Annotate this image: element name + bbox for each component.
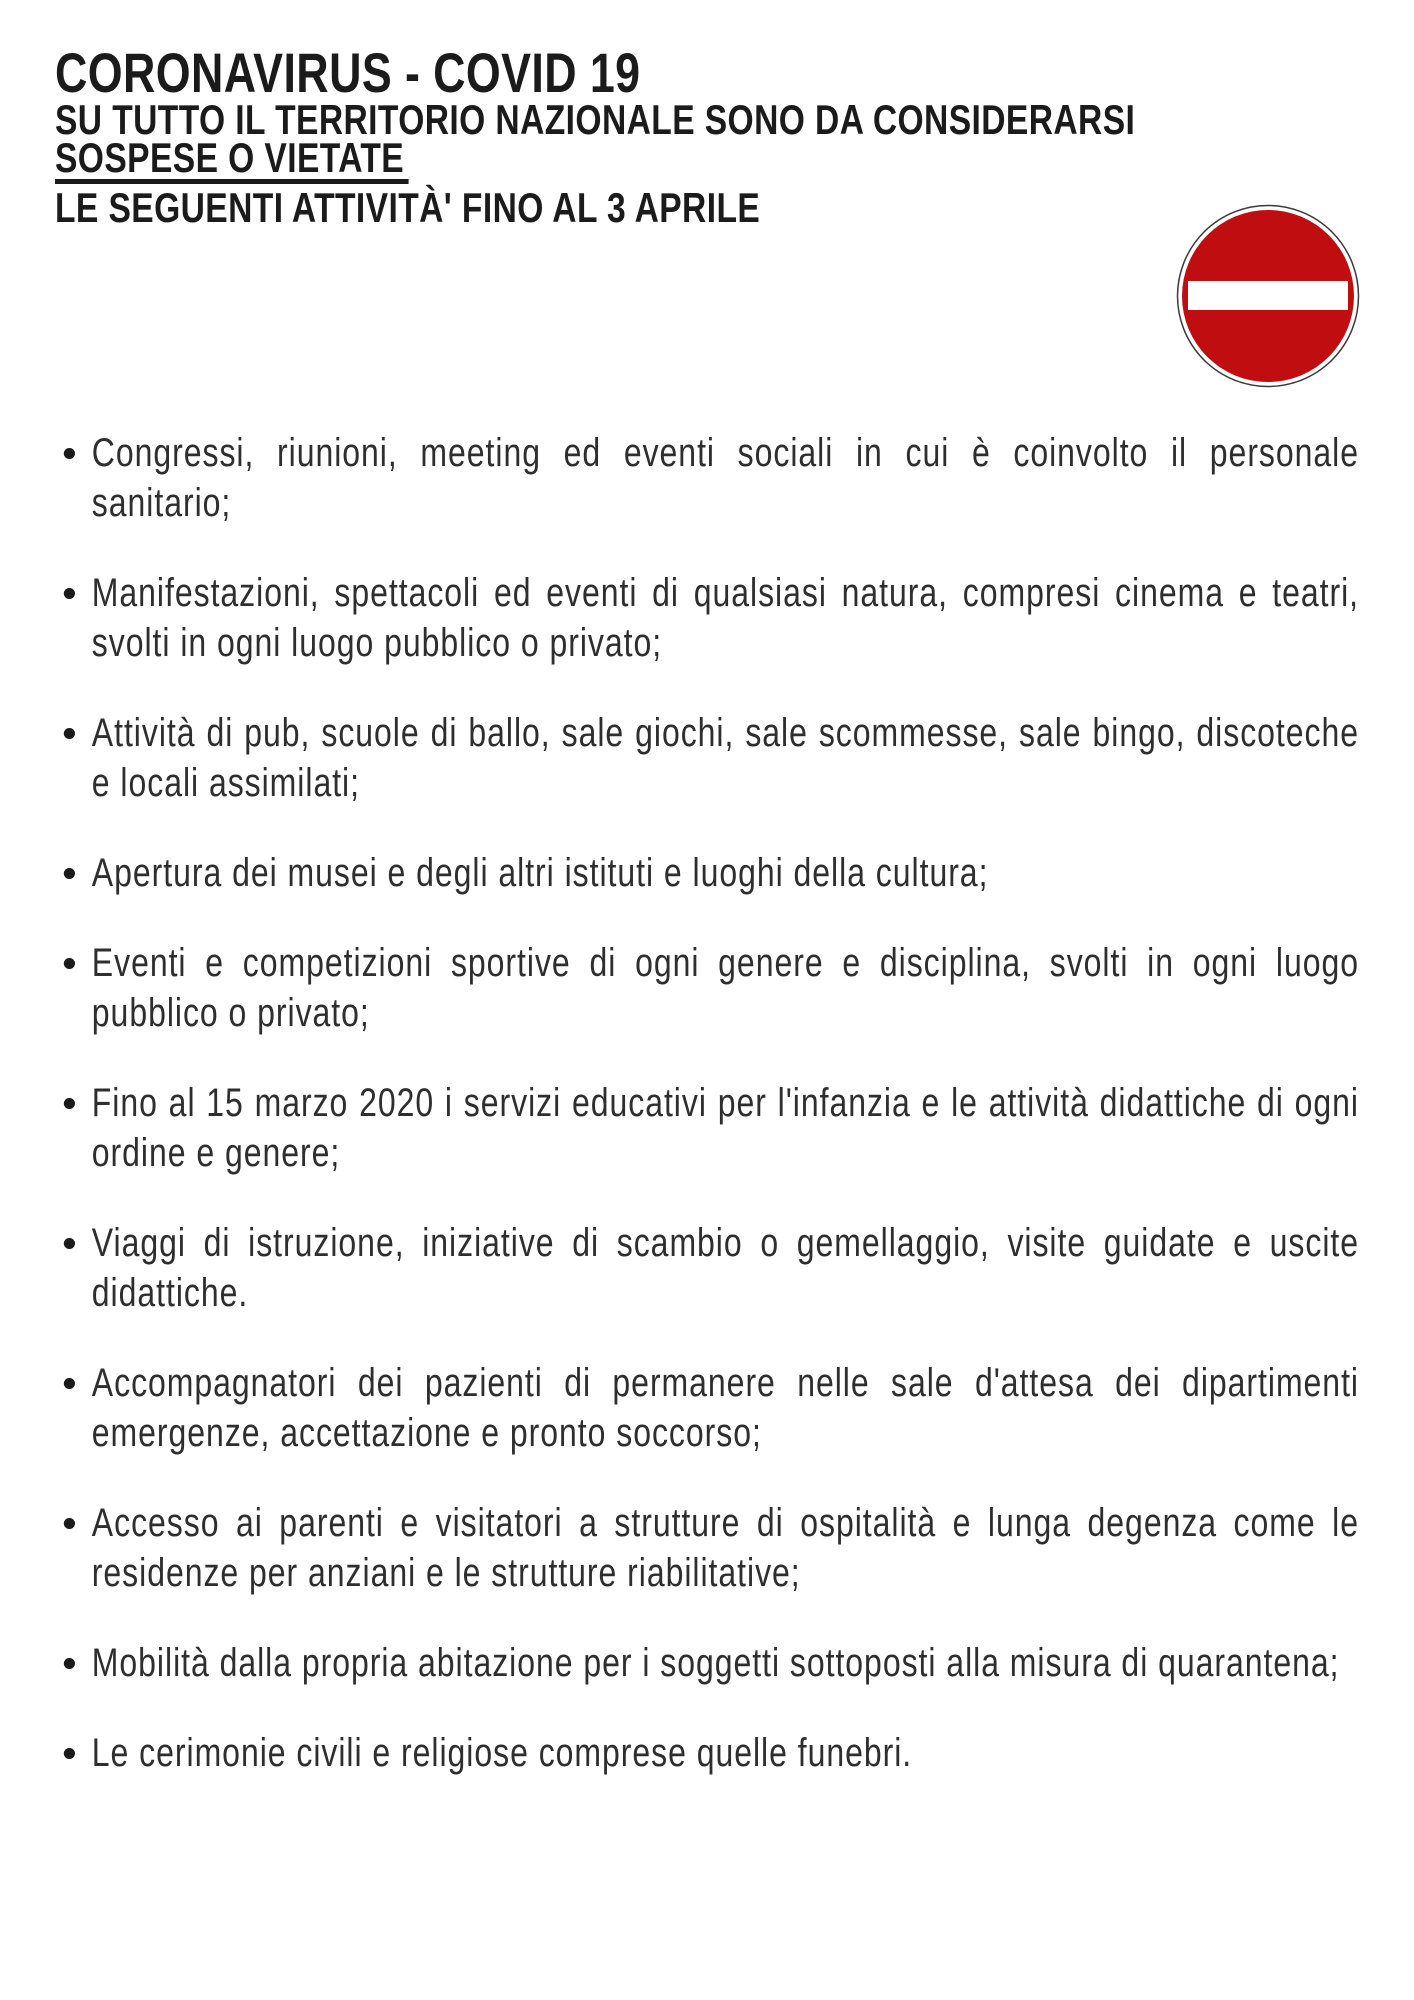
no-entry-sign-icon <box>1176 204 1360 388</box>
bullet-icon <box>64 728 75 739</box>
bullet-icon <box>64 448 75 459</box>
list-item-text: Congressi, riunioni, meeting ed eventi sociali in cui è coinvolto il personale sanitario; <box>91 431 1359 525</box>
bullet-icon <box>64 1378 75 1389</box>
bullet-icon <box>64 1238 75 1249</box>
list-item <box>63 1078 1359 1178</box>
list-item-text: Accesso ai parenti e visitatori a strutture di ospitalità e lunga degenza come le residenze per anziani e le strutture riabilitative; <box>91 1501 1359 1595</box>
bullet-icon <box>64 1658 75 1669</box>
list-item-text: Apertura dei musei e degli altri istituti e luoghi della cultura; <box>91 851 989 895</box>
header <box>55 41 1414 231</box>
list-item-text: Accompagnatori dei pazienti di permanere nelle sale d'attesa dei dipartimenti emergenze, accettazione e pronto soccorso; <box>91 1361 1359 1455</box>
list-item-text: Eventi e competizioni sportive di ogni genere e disciplina, svolti in ogni luogo pubblico o privato; <box>91 941 1359 1035</box>
list-item-text: Le cerimonie civili e religiose comprese quelle funebri. <box>91 1731 913 1775</box>
bullet-icon <box>64 958 75 969</box>
list-item <box>63 1728 1359 1778</box>
list-item <box>63 848 1359 898</box>
subtitle-underlined-text: SOSPESE O VIETATE <box>55 140 409 184</box>
bullet-icon <box>64 1748 75 1759</box>
bullet-icon <box>64 588 75 599</box>
subtitle-line-3: LE SEGUENTI ATTIVITÀ' FINO AL 3 APRILE <box>55 184 761 231</box>
list-item <box>63 568 1359 668</box>
list-item <box>63 1498 1359 1598</box>
subtitle-line-2 <box>55 134 1414 184</box>
bullet-icon <box>64 868 75 879</box>
list-item <box>63 1638 1359 1688</box>
page-title: CORONAVIRUS - COVID 19 <box>55 41 641 104</box>
bullet-icon <box>64 1518 75 1529</box>
list-item-text: Fino al 15 marzo 2020 i servizi educativi per l'infanzia e le attività didattiche di ogni ordine e genere; <box>91 1081 1359 1175</box>
list-item-text: Manifestazioni, spettacoli ed eventi di qualsiasi natura, compresi cinema e teatri, svolti in ogni luogo pubblico o privato; <box>91 571 1359 665</box>
list-item <box>63 428 1359 528</box>
bullet-icon <box>64 1098 75 1109</box>
restrictions-list <box>63 428 1359 1818</box>
subtitle-line-1: SU TUTTO IL TERRITORIO NAZIONALE SONO DA CONSIDERARSI <box>55 96 1136 143</box>
list-item <box>63 938 1359 1038</box>
list-item-text: Mobilità dalla propria abitazione per i soggetti sottoposti alla misura di quarantena; <box>91 1641 1340 1685</box>
list-item <box>63 708 1359 808</box>
list-item <box>63 1218 1359 1318</box>
no-entry-sign-svg <box>1176 204 1360 388</box>
list-item <box>63 1358 1359 1458</box>
list-item-text: Attività di pub, scuole di ballo, sale giochi, sale scommesse, sale bingo, discoteche e locali assimilati; <box>91 711 1359 805</box>
list-item-text: Viaggi di istruzione, iniziative di scambio o gemellaggio, visite guidate e uscite didattiche. <box>91 1221 1359 1315</box>
